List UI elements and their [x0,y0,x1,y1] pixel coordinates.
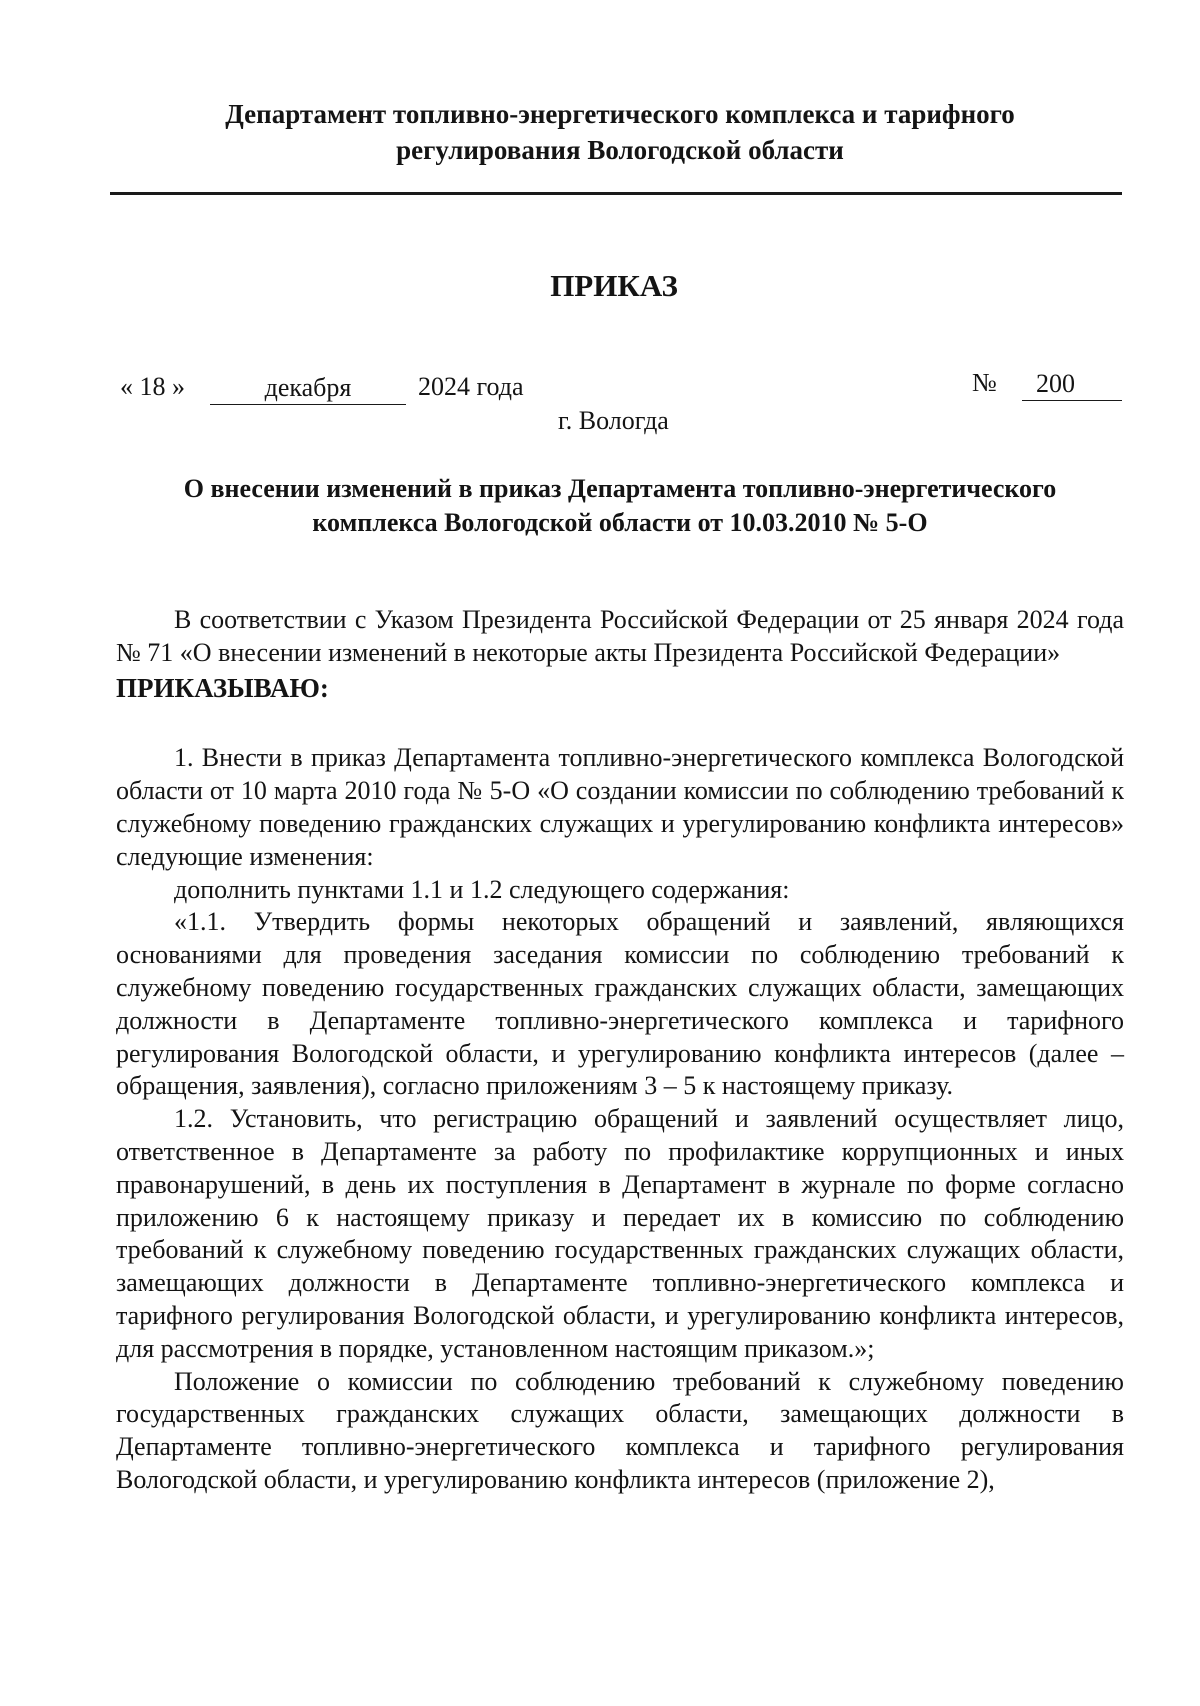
item-1-1-paragraph: «1.1. Утвердить формы некоторых обращений и заявлений, являющихся основаниями для проведения заседания комиссии по соблюдению требований к служебному поведению государственных гражданских служащих области, замещающих должности в Департаменте топливно-энергетического комплекса и тарифного регулирования Вологодской области, и урегулированию конфликта интересов (далее – обращения, заявления), согласно приложениям 3 – 5 к настоящему приказу. [116,907,1124,1101]
document-body [116,604,1124,1497]
date-year: 2024 года [418,372,524,401]
paragraph-gap [116,704,1124,742]
regulation-paragraph: Положение о комиссии по соблюдению требований к служебному поведению государственных гражданских служащих области, замещающих должности в Департаменте топливно-энергетического комплекса и тарифного регулирования Вологодской области, и урегулированию конфликта интересов (приложение 2), [116,1366,1124,1494]
document-subject [120,472,1120,540]
date-month: декабря [210,372,406,405]
item-1-paragraph: 1. Внести в приказ Департамента топливно-энергетического комплекса Вологодской области от 10 марта 2010 года № 5-О «О создании комиссии по соблюдению требований к служебному поведению гражданских служащих и урегулированию конфликта интересов» следующие изменения: [116,743,1124,871]
item-1-2-paragraph: 1.2. Установить, что регистрацию обращений и заявлений осуществляет лицо, ответственное в Департаменте за работу по профилактике коррупционных и иных правонарушений, в день их поступления в Департамент в журнале по форме согласно приложению 6 к настоящему приказу и передает их в комиссию по соблюдению требований к служебному поведению государственных гражданских служащих области, замещающих должности в Департаменте топливно-энергетического комплекса и тарифного регулирования Вологодской области, и урегулированию конфликта интересов, для рассмотрения в порядке, установленном настоящим приказом.»; [116,1104,1124,1363]
subject-line-1: О внесении изменений в приказ Департамента топливно-энергетического [183,474,1057,503]
subject-line-2: комплекса Вологодской области от 10.03.2010 № 5-О [312,508,928,537]
document-number: 200 [1022,368,1122,401]
city: г. Вологда [558,406,669,435]
date-day: « 18 » [120,372,185,401]
item-1-intro-paragraph: дополнить пунктами 1.1 и 1.2 следующего содержания: [174,874,790,904]
document-title: ПРИКАЗ [550,268,678,303]
department-line-2: регулирования Вологодской области [396,135,844,165]
department-line-1: Департамент топливно-энергетического комплекса и тарифного [225,99,1015,129]
preamble-paragraph: В соответствии с Указом Президента Российской Федерации от 25 января 2024 года № 71 «О внесении изменений в некоторые акты Президента Российской Федерации» [116,605,1124,667]
number-sign: № [972,368,997,397]
header-divider [110,192,1122,195]
order-word: ПРИКАЗЫВАЮ: [116,672,329,703]
department-header [140,96,1100,168]
